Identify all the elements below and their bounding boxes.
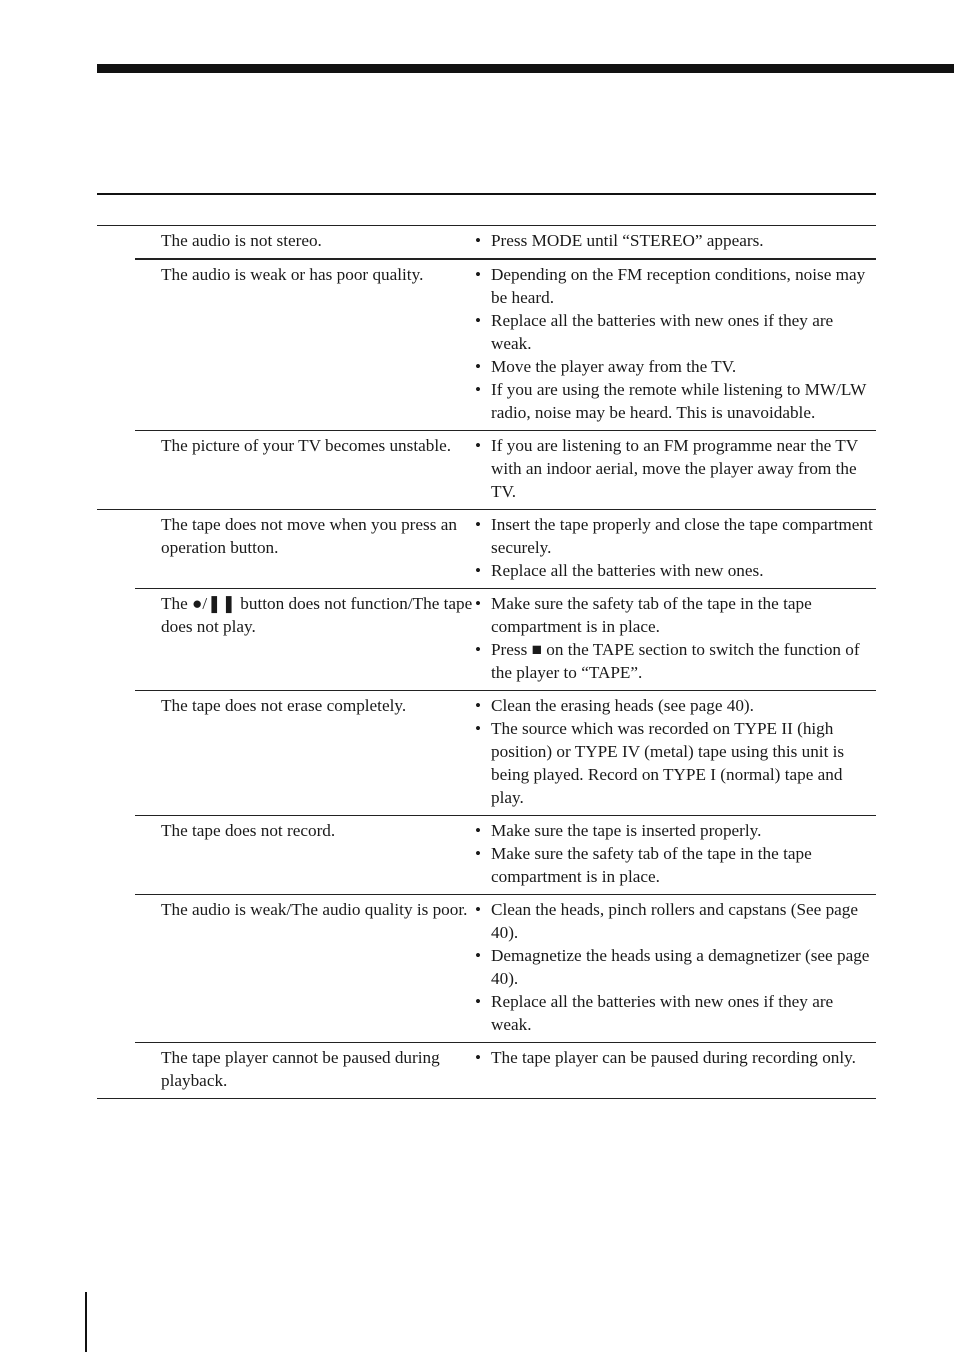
table-row <box>135 510 876 588</box>
remedy-cell <box>473 816 876 894</box>
troubleshooting-table <box>97 225 876 1099</box>
problem-text: The tape does not erase completely. <box>161 696 407 715</box>
problem-text: The tape player cannot be paused during playback. <box>161 1048 440 1090</box>
table-row <box>135 1042 876 1098</box>
remedy-list <box>473 513 876 582</box>
remedy-cell <box>473 510 876 588</box>
table-section <box>97 510 876 1099</box>
problem-text: The tape does not record. <box>161 821 336 840</box>
table-row <box>135 226 876 258</box>
remedy-list <box>473 592 876 684</box>
remedy-item: • The source which was recorded on TYPE II (high position) or TYPE IV (metal) tape using this unit is being played. Record on TYPE I (normal) tape and play. <box>473 717 876 809</box>
remedy-item: • Make sure the safety tab of the tape in the tape compartment is in place. <box>473 592 876 638</box>
remedy-item: • The tape player can be paused during recording only. <box>473 1046 876 1069</box>
remedy-list <box>473 898 876 1036</box>
table-row <box>135 690 876 815</box>
remedy-item: • Insert the tape properly and close the tape compartment securely. <box>473 513 876 559</box>
problem-text: The tape does not move when you press an operation button. <box>161 515 457 557</box>
problem-text: The audio is not stereo. <box>161 231 322 250</box>
remedy-cell <box>473 895 876 1042</box>
remedy-cell <box>473 1043 876 1098</box>
remedy-item: • Replace all the batteries with new ones. <box>473 559 876 582</box>
remedy-cell <box>473 260 876 430</box>
problem-text: The ●/❚❚ button does not function/The tape does not play. <box>161 594 473 636</box>
remedy-item: • Press ■ on the TAPE section to switch the function of the player to “TAPE”. <box>473 638 876 684</box>
table-row <box>135 815 876 894</box>
remedy-item: • Replace all the batteries with new ones if they are weak. <box>473 990 876 1036</box>
remedy-item: • If you are listening to an FM programme near the TV with an indoor aerial, move the player away from the TV. <box>473 434 876 503</box>
remedy-list <box>473 694 876 809</box>
remedy-item: • Press MODE until “STEREO” appears. <box>473 229 876 252</box>
remedy-item: • Replace all the batteries with new ones if they are weak. <box>473 309 876 355</box>
remedy-item: • Clean the erasing heads (see page 40). <box>473 694 876 717</box>
remedy-list <box>473 434 876 503</box>
remedy-cell <box>473 691 876 815</box>
remedy-cell <box>473 431 876 509</box>
remedy-item: • Demagnetize the heads using a demagnetizer (see page 40). <box>473 944 876 990</box>
problem-text: The picture of your TV becomes unstable. <box>161 436 452 455</box>
remedy-item: • If you are using the remote while listening to MW/LW radio, noise may be heard. This is unavoidable. <box>473 378 876 424</box>
header-rule <box>97 193 876 195</box>
remedy-item: • Clean the heads, pinch rollers and capstans (See page 40). <box>473 898 876 944</box>
remedy-list <box>473 819 876 888</box>
problem-text: The audio is weak or has poor quality. <box>161 265 424 284</box>
remedy-cell <box>473 226 876 258</box>
remedy-list <box>473 229 876 252</box>
table-row <box>135 258 876 430</box>
page-margin-line <box>85 1292 87 1352</box>
table-row <box>135 894 876 1042</box>
remedy-cell <box>473 589 876 690</box>
remedy-item: • Depending on the FM reception conditions, noise may be heard. <box>473 263 876 309</box>
remedy-list <box>473 263 876 424</box>
remedy-list <box>473 1046 876 1069</box>
remedy-item: • Move the player away from the TV. <box>473 355 876 378</box>
top-rule-bar <box>97 64 954 73</box>
remedy-item: • Make sure the tape is inserted properly. <box>473 819 876 842</box>
problem-text: The audio is weak/The audio quality is poor. <box>161 900 468 919</box>
table-section <box>97 226 876 510</box>
remedy-item: • Make sure the safety tab of the tape in the tape compartment is in place. <box>473 842 876 888</box>
table-row <box>135 588 876 690</box>
table-row <box>135 430 876 509</box>
